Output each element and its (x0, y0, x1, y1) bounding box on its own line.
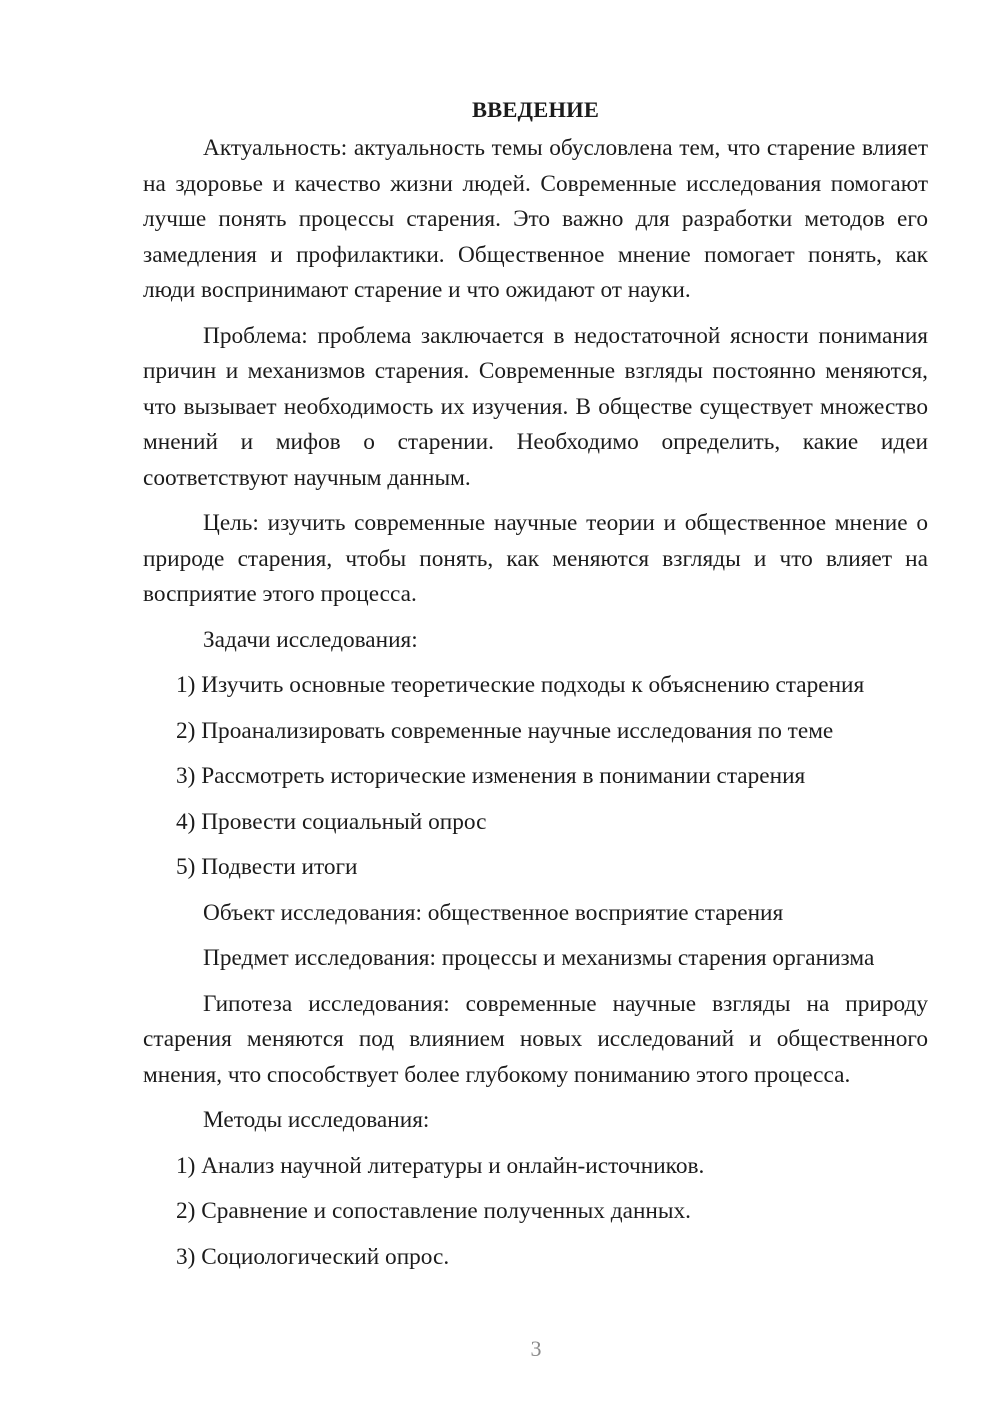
task-item: 1) Изучить основные теоретические подходы к объяснению старения (176, 672, 865, 698)
page-number: 3 (530, 1336, 542, 1361)
method-item: 1) Анализ научной литературы и онлайн-источников. (176, 1152, 705, 1179)
task-item: 2) Проанализировать современные научные исследования по теме (176, 717, 834, 744)
tasks-list (143, 668, 928, 886)
subject-paragraph: Предмет исследования: процессы и механизмы старения организма (203, 945, 875, 971)
task-item: 4) Провести социальный опрос (176, 808, 487, 835)
hypothesis-paragraph: Гипотеза исследования: современные научные взгляды на природу старения меняются под влиянием новых исследований и общественного мнения, что способствует более глубокому пониманию этого процесса. (143, 990, 928, 1088)
relevance-paragraph: Актуальность: актуальность темы обусловлена тем, что старение влияет на здоровье и качество жизни людей. Современные исследования помогают лучше понять процессы старения. Это важно для разработки методов его замедления и профилактики. Общественное мнение помогает понять, как люди воспринимают старение и что ожидают от науки. (143, 135, 928, 303)
tasks-heading: Задачи исследования: (203, 626, 418, 653)
page-content (143, 92, 928, 1285)
methods-heading: Методы исследования: (203, 1107, 430, 1133)
section-title: ВВЕДЕНИЕ (471, 97, 600, 122)
problem-paragraph: Проблема: проблема заключается в недостаточной ясности понимания причин и механизмов старения. Современные взгляды постоянно меняются, что вызывает необходимость их изучения. В обществе существует множество мнений и мифов о старении. Необходимо определить, какие идеи соответствуют научным данным. (143, 322, 928, 491)
methods-list (143, 1149, 928, 1276)
task-item: 5) Подвести итоги (176, 854, 358, 880)
method-item: 3) Социологический опрос. (176, 1243, 450, 1270)
task-item: 3) Рассмотреть исторические изменения в понимании старения (176, 763, 806, 789)
goal-paragraph: Цель: изучить современные научные теории и общественное мнение о природе старения, чтобы понять, как меняются взгляды и что влияет на восприятие этого процесса. (143, 510, 928, 607)
method-item: 2) Сравнение и сопоставление полученных данных. (176, 1198, 691, 1224)
object-paragraph: Объект исследования: общественное восприятие старения (203, 899, 784, 926)
